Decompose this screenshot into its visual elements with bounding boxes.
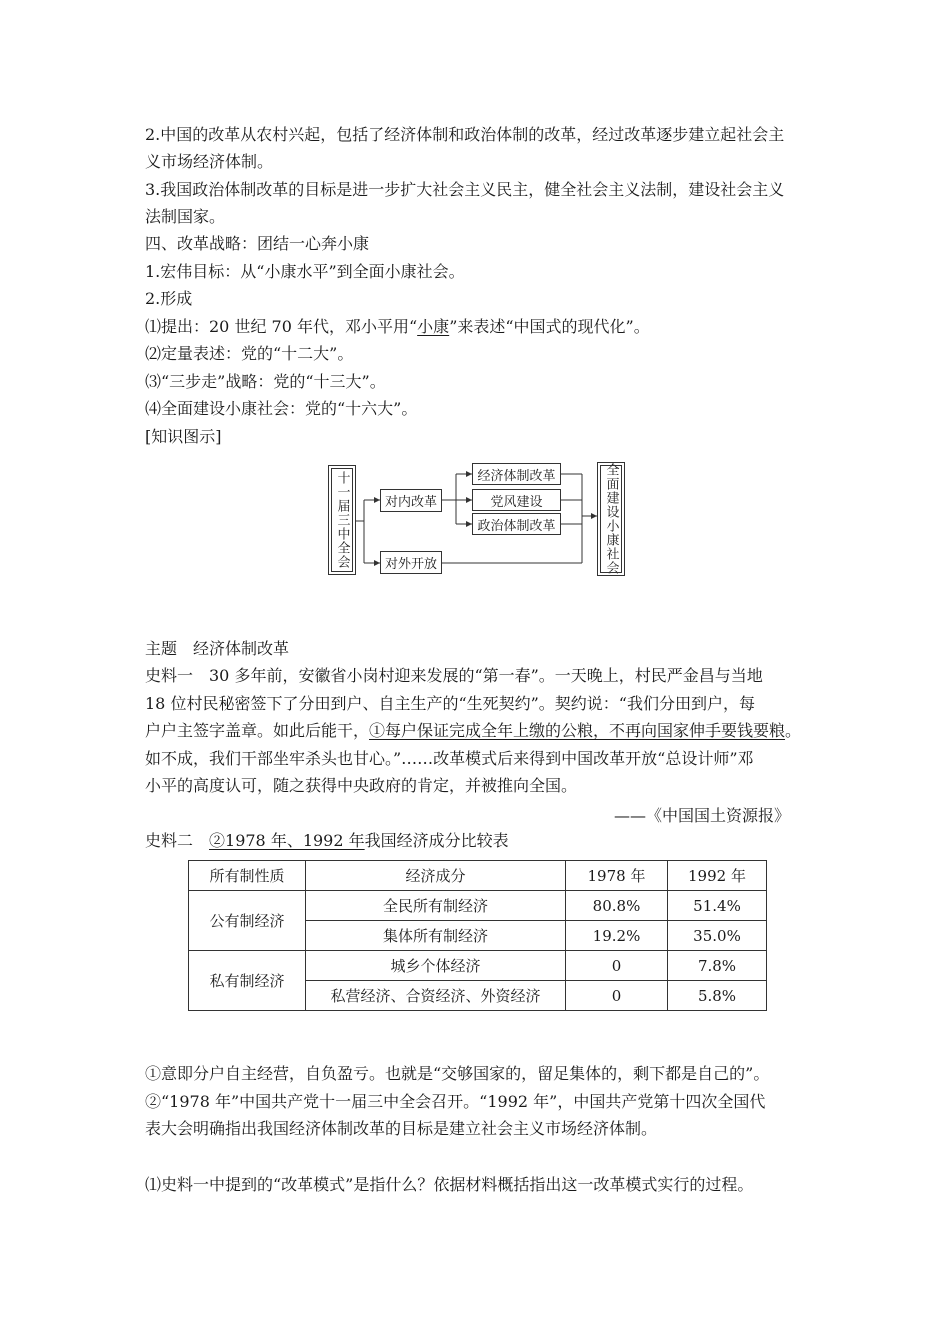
sub-item-comprehensive: ⑷全面建设小康社会：党的“十六大”。 [145,399,418,418]
row-name: 城乡个体经济 [306,951,566,981]
sub-item-proposal-pre: ⑴提出：20 世纪 70 年代，邓小平用“ [145,317,418,336]
note-2-line-1: ②“1978 年”中国共产党十一届三中全会召开。“1992 年”，中国共产党第十四次全国代 [145,1092,766,1111]
sub-item-proposal-post: ”来表述“中国式的现代化”。 [449,317,650,336]
source-citation: ——《中国国土资源报》 [614,806,791,825]
note-1: ①意即分户自主经营，自负盈亏。也就是“交够国家的，留足集体的，剩下都是自己的”。 [145,1064,770,1083]
source1-line-5: 小平的高度认可，随之获得中央政府的肯定，并被推向全国。 [145,776,578,795]
source1-line-3-pre: 户户主签字盖章。如此后能干， [145,721,370,740]
paragraph-3-line-1: 3.我国政治体制改革的目标是进一步扩大社会主义民主，健全社会主义法制，建设社会主义 [145,180,785,199]
note-2-line-2: 表大会明确指出我国经济体制改革的目标是建立社会主义市场经济体制。 [145,1119,658,1138]
diagram-opening-label: 对外开放 [384,557,437,572]
group-private: 私有制经济 [189,951,306,1011]
question-1: ⑴史料一中提到的“改革模式”是指什么？依据材料概括指出这一改革模式实行的过程。 [145,1175,754,1194]
diagram-box-opening [380,551,442,574]
row-name: 私营经济、合资经济、外资经济 [306,981,566,1011]
footnote-2-underlined: ②1978 年、1992 年 [209,831,365,850]
row-1978: 0 [566,951,668,981]
diagram-political-reform-label: 政治体制改革 [477,518,556,534]
diagram-box-party-style [472,489,561,511]
source2-title [145,830,509,852]
row-1992: 7.8% [668,951,767,981]
table-row [189,891,767,921]
source2-title-post: 我国经济成分比较表 [364,831,509,850]
economy-composition-table [188,860,767,1011]
paragraph-3-line-2: 法制国家。 [145,207,226,226]
list-item-formation: 2.形成 [145,289,193,308]
diagram-economic-reform-label: 经济体制改革 [477,468,556,484]
source1-line-2: 18 位村民秘密签下了分田到户、自主生产的“生死契约”。契约说：“我们分田到户，每 [145,694,755,713]
diagram-party-style-label: 党风建设 [490,494,543,510]
row-1978: 19.2% [566,921,668,951]
diagram-box-economic-reform [472,463,561,485]
sub-item-three-steps: ⑶“三步走”战略：党的“十三大”。 [145,372,386,391]
topic-heading: 主题 经济体制改革 [145,639,290,658]
source1-line-4: 如不成，我们干部坐牢杀头也甘心。”……改革模式后来得到中国改革开放“总设计师”邓 [145,749,754,768]
section-heading: 四、改革战略：团结一心奔小康 [145,234,370,253]
header-component: 经济成分 [306,861,566,891]
row-1978: 0 [566,981,668,1011]
group-public: 公有制经济 [189,891,306,951]
row-1992: 51.4% [668,891,767,921]
table-row [189,951,767,981]
xiaokang-underlined: 小康 [417,317,450,336]
sub-item-quantitative: ⑵定量表述：党的“十二大”。 [145,344,354,363]
source1-line-3 [145,720,801,742]
paragraph-2-line-2: 义市场经济体制。 [145,152,274,171]
diagram-box-xiaokang [597,462,625,576]
source1-line-1: 史料一 30 多年前，安徽省小岗村迎来发展的“第一春”。一天晚上，村民严金昌与当地 [145,666,763,685]
header-1978: 1978 年 [566,861,668,891]
diagram-xiaokang-label: 全面建设小康社会 [603,463,619,575]
diagram-box-internal-reform [380,489,442,512]
diagram-box-political-reform [472,513,561,535]
table-header-row [189,861,767,891]
row-1978: 80.8% [566,891,668,921]
diagram-box-third-plenum [328,465,356,575]
diagram-third-plenum-label: 十一届三中全会 [334,471,350,569]
list-item-goal: 1.宏伟目标：从“小康水平”到全面小康社会。 [145,262,465,281]
source1-line-3-post: 。 [785,721,802,740]
knowledge-diagram-label: [知识图示] [145,427,222,446]
row-1992: 35.0% [668,921,767,951]
header-ownership: 所有制性质 [189,861,306,891]
source2-label: 史料二 [145,831,210,850]
diagram-internal-reform-label: 对内改革 [384,495,437,510]
row-name: 集体所有制经济 [306,921,566,951]
paragraph-2-line-1: 2.中国的改革从农村兴起，包括了经济体制和政治体制的改革，经过改革逐步建立起社会主 [145,125,785,144]
header-1992: 1992 年 [668,861,767,891]
footnote-1-underlined: ①每户保证完成全年上缴的公粮，不再向国家伸手要钱要粮 [369,721,786,740]
row-name: 全民所有制经济 [306,891,566,921]
row-1992: 5.8% [668,981,767,1011]
